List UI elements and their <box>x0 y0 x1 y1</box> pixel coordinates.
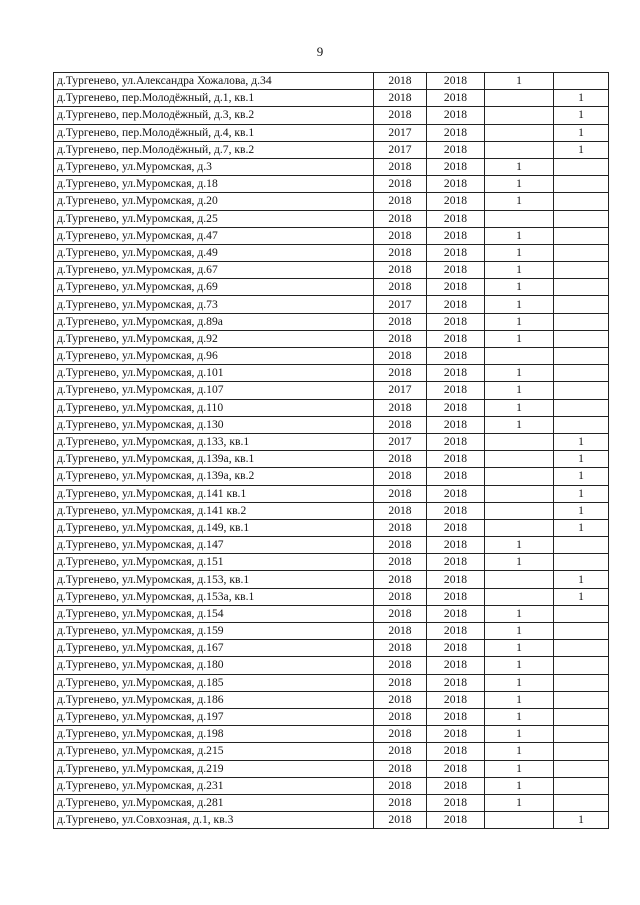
registry-table-body <box>54 73 609 829</box>
year-end-cell: 2018 <box>427 588 485 605</box>
flag-b-cell <box>554 416 609 433</box>
table-row <box>54 365 609 382</box>
flag-a-cell: 1 <box>485 279 554 296</box>
flag-b-cell <box>554 537 609 554</box>
year-end-cell: 2018 <box>427 141 485 158</box>
table-row <box>54 296 609 313</box>
table-row <box>54 554 609 571</box>
year-start-cell: 2018 <box>374 502 427 519</box>
year-end-cell: 2018 <box>427 708 485 725</box>
year-start-cell: 2018 <box>374 657 427 674</box>
address-cell: д.Тургенево, ул.Муромская, д.101 <box>54 365 374 382</box>
year-start-cell: 2018 <box>374 90 427 107</box>
year-start-cell: 2018 <box>374 485 427 502</box>
flag-a-cell: 1 <box>485 777 554 794</box>
flag-b-cell: 1 <box>554 451 609 468</box>
year-end-cell: 2018 <box>427 554 485 571</box>
flag-a-cell: 1 <box>485 330 554 347</box>
year-end-cell: 2018 <box>427 365 485 382</box>
flag-b-cell: 1 <box>554 519 609 536</box>
flag-a-cell: 1 <box>485 657 554 674</box>
table-row <box>54 244 609 261</box>
flag-b-cell <box>554 244 609 261</box>
year-end-cell: 2018 <box>427 760 485 777</box>
year-end-cell: 2018 <box>427 227 485 244</box>
address-cell: д.Тургенево, ул.Муромская, д.219 <box>54 760 374 777</box>
flag-b-cell <box>554 623 609 640</box>
flag-a-cell: 1 <box>485 605 554 622</box>
flag-a-cell <box>485 502 554 519</box>
flag-a-cell <box>485 348 554 365</box>
address-cell: д.Тургенево, ул.Муромская, д.110 <box>54 399 374 416</box>
flag-b-cell: 1 <box>554 571 609 588</box>
flag-a-cell <box>485 812 554 829</box>
flag-b-cell: 1 <box>554 141 609 158</box>
address-cell: д.Тургенево, ул.Муромская, д.133, кв.1 <box>54 433 374 450</box>
address-cell: д.Тургенево, ул.Муромская, д.3 <box>54 158 374 175</box>
address-cell: д.Тургенево, ул.Муромская, д.139а, кв.2 <box>54 468 374 485</box>
address-cell: д.Тургенево, пер.Молодёжный, д.3, кв.2 <box>54 107 374 124</box>
address-cell: д.Тургенево, ул.Муромская, д.154 <box>54 605 374 622</box>
table-row <box>54 502 609 519</box>
table-row <box>54 760 609 777</box>
table-row <box>54 657 609 674</box>
year-start-cell: 2018 <box>374 468 427 485</box>
year-end-cell: 2018 <box>427 537 485 554</box>
table-row <box>54 193 609 210</box>
flag-b-cell <box>554 554 609 571</box>
flag-a-cell: 1 <box>485 313 554 330</box>
flag-a-cell <box>485 451 554 468</box>
year-end-cell: 2018 <box>427 262 485 279</box>
year-start-cell: 2018 <box>374 674 427 691</box>
flag-a-cell: 1 <box>485 623 554 640</box>
flag-b-cell <box>554 296 609 313</box>
flag-b-cell <box>554 760 609 777</box>
year-end-cell: 2018 <box>427 519 485 536</box>
flag-b-cell <box>554 330 609 347</box>
flag-b-cell <box>554 657 609 674</box>
table-row <box>54 726 609 743</box>
flag-b-cell <box>554 399 609 416</box>
year-end-cell: 2018 <box>427 468 485 485</box>
address-cell: д.Тургенево, ул.Муромская, д.73 <box>54 296 374 313</box>
year-start-cell: 2018 <box>374 330 427 347</box>
year-end-cell: 2018 <box>427 90 485 107</box>
flag-a-cell <box>485 107 554 124</box>
table-row <box>54 382 609 399</box>
year-end-cell: 2018 <box>427 73 485 90</box>
year-end-cell: 2018 <box>427 777 485 794</box>
registry-table <box>53 72 609 829</box>
year-end-cell: 2018 <box>427 382 485 399</box>
flag-b-cell <box>554 365 609 382</box>
table-row <box>54 107 609 124</box>
address-cell: д.Тургенево, ул.Муромская, д.151 <box>54 554 374 571</box>
flag-a-cell <box>485 571 554 588</box>
table-row <box>54 743 609 760</box>
year-start-cell: 2018 <box>374 193 427 210</box>
year-end-cell: 2018 <box>427 158 485 175</box>
table-row <box>54 640 609 657</box>
table-row <box>54 141 609 158</box>
flag-a-cell: 1 <box>485 296 554 313</box>
flag-b-cell <box>554 348 609 365</box>
table-row <box>54 605 609 622</box>
year-start-cell: 2018 <box>374 777 427 794</box>
flag-b-cell <box>554 158 609 175</box>
flag-a-cell: 1 <box>485 416 554 433</box>
year-end-cell: 2018 <box>427 330 485 347</box>
flag-b-cell: 1 <box>554 812 609 829</box>
flag-b-cell: 1 <box>554 502 609 519</box>
year-start-cell: 2018 <box>374 176 427 193</box>
flag-b-cell: 1 <box>554 468 609 485</box>
flag-b-cell <box>554 674 609 691</box>
table-row <box>54 210 609 227</box>
address-cell: д.Тургенево, ул.Муромская, д.96 <box>54 348 374 365</box>
address-cell: д.Тургенево, ул.Муромская, д.180 <box>54 657 374 674</box>
flag-a-cell: 1 <box>485 193 554 210</box>
flag-a-cell: 1 <box>485 262 554 279</box>
address-cell: д.Тургенево, ул.Муромская, д.139а, кв.1 <box>54 451 374 468</box>
year-start-cell: 2018 <box>374 348 427 365</box>
flag-a-cell: 1 <box>485 158 554 175</box>
flag-b-cell <box>554 313 609 330</box>
table-row <box>54 416 609 433</box>
year-end-cell: 2018 <box>427 244 485 261</box>
flag-a-cell <box>485 141 554 158</box>
address-cell: д.Тургенево, ул.Александра Хожалова, д.34 <box>54 73 374 90</box>
year-start-cell: 2018 <box>374 227 427 244</box>
page-number: 9 <box>316 44 324 59</box>
flag-b-cell <box>554 382 609 399</box>
address-cell: д.Тургенево, ул.Муромская, д.141 кв.2 <box>54 502 374 519</box>
flag-a-cell <box>485 588 554 605</box>
year-end-cell: 2018 <box>427 674 485 691</box>
flag-b-cell: 1 <box>554 107 609 124</box>
table-row <box>54 399 609 416</box>
flag-b-cell <box>554 726 609 743</box>
flag-b-cell <box>554 708 609 725</box>
flag-b-cell <box>554 279 609 296</box>
year-start-cell: 2018 <box>374 244 427 261</box>
address-cell: д.Тургенево, пер.Молодёжный, д.7, кв.2 <box>54 141 374 158</box>
year-start-cell: 2018 <box>374 588 427 605</box>
year-end-cell: 2018 <box>427 279 485 296</box>
flag-a-cell: 1 <box>485 554 554 571</box>
table-row <box>54 348 609 365</box>
year-end-cell: 2018 <box>427 657 485 674</box>
year-end-cell: 2018 <box>427 605 485 622</box>
table-row <box>54 227 609 244</box>
year-end-cell: 2018 <box>427 210 485 227</box>
flag-a-cell: 1 <box>485 794 554 811</box>
table-row <box>54 124 609 141</box>
flag-a-cell: 1 <box>485 760 554 777</box>
year-start-cell: 2018 <box>374 279 427 296</box>
flag-a-cell: 1 <box>485 743 554 760</box>
year-start-cell: 2017 <box>374 433 427 450</box>
year-end-cell: 2018 <box>427 433 485 450</box>
table-row <box>54 812 609 829</box>
table-row <box>54 433 609 450</box>
year-start-cell: 2017 <box>374 141 427 158</box>
year-start-cell: 2018 <box>374 158 427 175</box>
address-cell: д.Тургенево, ул.Муромская, д.49 <box>54 244 374 261</box>
table-row <box>54 468 609 485</box>
year-start-cell: 2017 <box>374 382 427 399</box>
address-cell: д.Тургенево, ул.Муромская, д.67 <box>54 262 374 279</box>
year-end-cell: 2018 <box>427 623 485 640</box>
address-cell: д.Тургенево, ул.Муромская, д.153, кв.1 <box>54 571 374 588</box>
address-cell: д.Тургенево, ул.Муромская, д.18 <box>54 176 374 193</box>
year-start-cell: 2018 <box>374 519 427 536</box>
flag-a-cell: 1 <box>485 726 554 743</box>
year-start-cell: 2018 <box>374 605 427 622</box>
address-cell: д.Тургенево, ул.Муромская, д.231 <box>54 777 374 794</box>
address-cell: д.Тургенево, ул.Муромская, д.20 <box>54 193 374 210</box>
year-start-cell: 2018 <box>374 365 427 382</box>
flag-a-cell: 1 <box>485 244 554 261</box>
year-end-cell: 2018 <box>427 726 485 743</box>
year-end-cell: 2018 <box>427 691 485 708</box>
table-row <box>54 330 609 347</box>
flag-a-cell: 1 <box>485 73 554 90</box>
table-row <box>54 176 609 193</box>
year-start-cell: 2018 <box>374 571 427 588</box>
address-cell: д.Тургенево, ул.Совхозная, д.1, кв.3 <box>54 812 374 829</box>
flag-a-cell <box>485 124 554 141</box>
year-end-cell: 2018 <box>427 399 485 416</box>
address-cell: д.Тургенево, ул.Муромская, д.185 <box>54 674 374 691</box>
year-end-cell: 2018 <box>427 812 485 829</box>
table-row <box>54 777 609 794</box>
flag-b-cell: 1 <box>554 433 609 450</box>
year-end-cell: 2018 <box>427 124 485 141</box>
address-cell: д.Тургенево, ул.Муромская, д.89а <box>54 313 374 330</box>
flag-b-cell <box>554 777 609 794</box>
flag-a-cell: 1 <box>485 691 554 708</box>
year-start-cell: 2018 <box>374 812 427 829</box>
year-start-cell: 2018 <box>374 554 427 571</box>
table-row <box>54 262 609 279</box>
year-end-cell: 2018 <box>427 571 485 588</box>
year-end-cell: 2018 <box>427 451 485 468</box>
year-start-cell: 2018 <box>374 210 427 227</box>
address-cell: д.Тургенево, пер.Молодёжный, д.4, кв.1 <box>54 124 374 141</box>
year-start-cell: 2018 <box>374 73 427 90</box>
year-end-cell: 2018 <box>427 794 485 811</box>
year-start-cell: 2018 <box>374 313 427 330</box>
flag-b-cell <box>554 605 609 622</box>
table-row <box>54 623 609 640</box>
address-cell: д.Тургенево, ул.Муромская, д.153а, кв.1 <box>54 588 374 605</box>
flag-a-cell <box>485 90 554 107</box>
flag-a-cell <box>485 519 554 536</box>
table-row <box>54 279 609 296</box>
table-row <box>54 794 609 811</box>
year-start-cell: 2018 <box>374 262 427 279</box>
year-start-cell: 2018 <box>374 794 427 811</box>
flag-a-cell: 1 <box>485 708 554 725</box>
address-cell: д.Тургенево, ул.Муромская, д.69 <box>54 279 374 296</box>
year-start-cell: 2018 <box>374 451 427 468</box>
year-end-cell: 2018 <box>427 485 485 502</box>
address-cell: д.Тургенево, пер.Молодёжный, д.1, кв.1 <box>54 90 374 107</box>
flag-a-cell: 1 <box>485 176 554 193</box>
flag-b-cell: 1 <box>554 124 609 141</box>
year-end-cell: 2018 <box>427 313 485 330</box>
address-cell: д.Тургенево, ул.Муромская, д.215 <box>54 743 374 760</box>
flag-b-cell <box>554 794 609 811</box>
year-end-cell: 2018 <box>427 348 485 365</box>
year-start-cell: 2018 <box>374 537 427 554</box>
flag-b-cell: 1 <box>554 90 609 107</box>
year-start-cell: 2018 <box>374 623 427 640</box>
year-start-cell: 2018 <box>374 399 427 416</box>
flag-a-cell <box>485 485 554 502</box>
table-row <box>54 519 609 536</box>
address-cell: д.Тургенево, ул.Муромская, д.186 <box>54 691 374 708</box>
address-cell: д.Тургенево, ул.Муромская, д.198 <box>54 726 374 743</box>
address-cell: д.Тургенево, ул.Муромская, д.47 <box>54 227 374 244</box>
flag-a-cell: 1 <box>485 674 554 691</box>
table-row <box>54 708 609 725</box>
address-cell: д.Тургенево, ул.Муромская, д.147 <box>54 537 374 554</box>
year-end-cell: 2018 <box>427 743 485 760</box>
year-start-cell: 2018 <box>374 760 427 777</box>
flag-a-cell: 1 <box>485 640 554 657</box>
table-row <box>54 571 609 588</box>
table-row <box>54 674 609 691</box>
flag-b-cell <box>554 691 609 708</box>
table-row <box>54 313 609 330</box>
table-row <box>54 485 609 502</box>
flag-b-cell <box>554 210 609 227</box>
year-end-cell: 2018 <box>427 640 485 657</box>
address-cell: д.Тургенево, ул.Муромская, д.281 <box>54 794 374 811</box>
year-start-cell: 2018 <box>374 691 427 708</box>
table-row <box>54 73 609 90</box>
flag-a-cell <box>485 433 554 450</box>
flag-a-cell: 1 <box>485 537 554 554</box>
table-row <box>54 691 609 708</box>
address-cell: д.Тургенево, ул.Муромская, д.159 <box>54 623 374 640</box>
flag-b-cell <box>554 73 609 90</box>
flag-a-cell: 1 <box>485 227 554 244</box>
flag-a-cell: 1 <box>485 399 554 416</box>
year-end-cell: 2018 <box>427 296 485 313</box>
flag-b-cell: 1 <box>554 588 609 605</box>
flag-b-cell <box>554 262 609 279</box>
year-end-cell: 2018 <box>427 502 485 519</box>
year-start-cell: 2018 <box>374 743 427 760</box>
year-end-cell: 2018 <box>427 176 485 193</box>
flag-b-cell <box>554 227 609 244</box>
address-cell: д.Тургенево, ул.Муромская, д.197 <box>54 708 374 725</box>
table-row <box>54 588 609 605</box>
table-row <box>54 451 609 468</box>
address-cell: д.Тургенево, ул.Муромская, д.141 кв.1 <box>54 485 374 502</box>
address-cell: д.Тургенево, ул.Муромская, д.149, кв.1 <box>54 519 374 536</box>
year-start-cell: 2018 <box>374 107 427 124</box>
year-end-cell: 2018 <box>427 416 485 433</box>
year-end-cell: 2018 <box>427 193 485 210</box>
address-cell: д.Тургенево, ул.Муромская, д.107 <box>54 382 374 399</box>
flag-a-cell: 1 <box>485 382 554 399</box>
address-cell: д.Тургенево, ул.Муромская, д.167 <box>54 640 374 657</box>
flag-b-cell <box>554 743 609 760</box>
flag-a-cell <box>485 468 554 485</box>
address-cell: д.Тургенево, ул.Муромская, д.25 <box>54 210 374 227</box>
year-start-cell: 2017 <box>374 124 427 141</box>
year-start-cell: 2017 <box>374 296 427 313</box>
year-start-cell: 2018 <box>374 726 427 743</box>
flag-a-cell: 1 <box>485 365 554 382</box>
flag-b-cell <box>554 193 609 210</box>
table-row <box>54 537 609 554</box>
year-start-cell: 2018 <box>374 416 427 433</box>
year-end-cell: 2018 <box>427 107 485 124</box>
year-start-cell: 2018 <box>374 640 427 657</box>
flag-a-cell <box>485 210 554 227</box>
address-cell: д.Тургенево, ул.Муромская, д.92 <box>54 330 374 347</box>
flag-b-cell <box>554 176 609 193</box>
year-start-cell: 2018 <box>374 708 427 725</box>
table-row <box>54 90 609 107</box>
address-cell: д.Тургенево, ул.Муромская, д.130 <box>54 416 374 433</box>
flag-b-cell: 1 <box>554 485 609 502</box>
table-row <box>54 158 609 175</box>
flag-b-cell <box>554 640 609 657</box>
